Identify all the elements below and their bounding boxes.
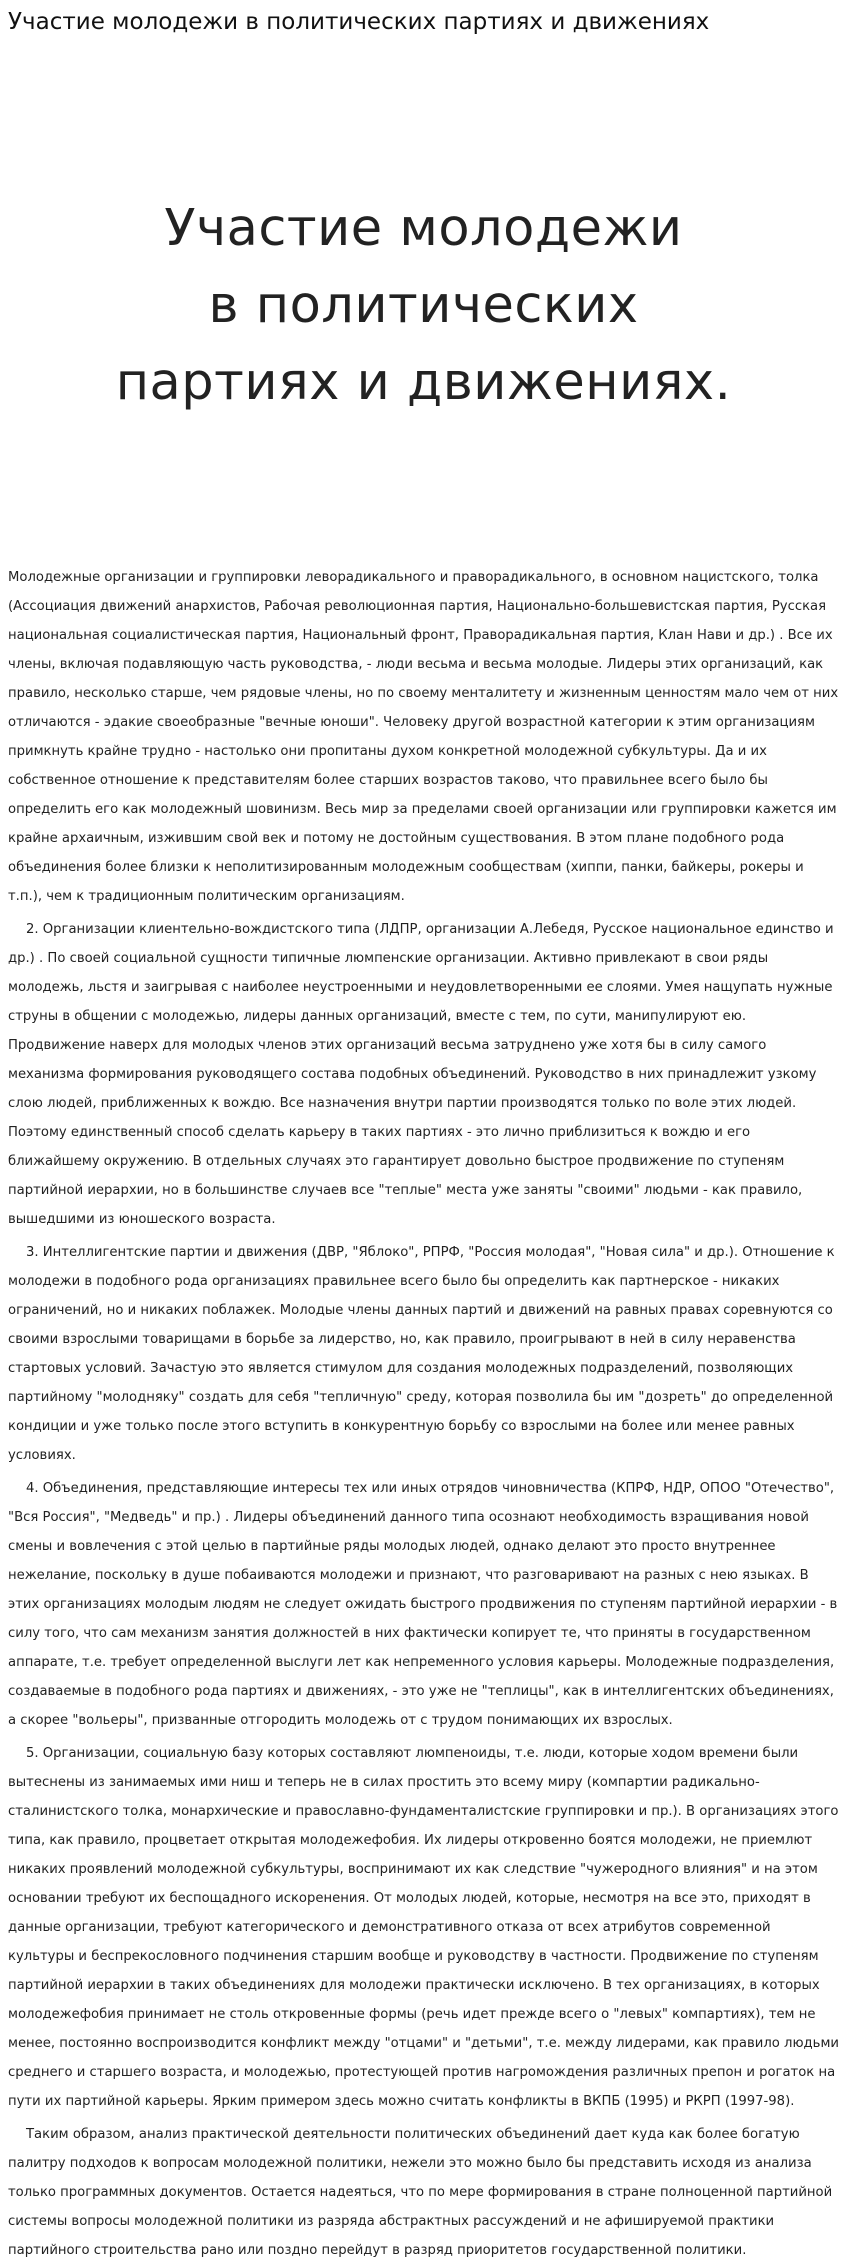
paragraph-bureaucracy-associations: 4. Объединения, представляющие интересы тех или иных отрядов чиновничества (КПРФ, НДР, ОПОО "Отечество", "Вся Россия", "Медведь" и пр.) . Лидеры объединений данного типа осознают необходимость взращивания новой смены и вовлечения с этой целью в партийные ряды молодых людей, однако делают это просто внутреннее нежелание, поскольку в душе побаиваются молодежи и признают, что разговаривают на разных с нею языках. В этих организациях молодым людям не следует ожидать быстрого продвижения по ступеням партийной иерархии - в силу того, что сам механизм занятия должностей в них фактически копирует те, что приняты в государственном аппарате, т.е. требует определенной выслуги лет как непременного условия карьеры. Молодежные подразделения, создаваемые в подобного рода партиях и движениях, - это уже не "теплицы", как в интеллигентских объединениях, а скорее "вольеры", призванные отгородить молодежь от с трудом понимающих их взрослых.	[8, 1481, 838, 1728]
paragraph-lumpenoid-organizations: 5. Организации, социальную базу которых составляют люмпеноиды, т.е. люди, которые ходом времени были вытеснены из занимаемых ими ниш и теперь не в силах простить это всему миру (компартии радикально-сталинистского толка, монархические и православно-фундаменталистские группировки и пр.). В организациях этого типа, как правило, процветает открытая молодежефобия. Их лидеры откровенно боятся молодежи, не приемлют никаких проявлений молодежной субкультуры, воспринимают их как следствие "чужеродного влияния" и на этом основании требуют их беспощадного искоренения. От молодых людей, которые, несмотря на все это, приходят в данные организации, требуют категорического и демонстративного отказа от всех атрибутов современной культуры и беспрекословного подчинения старшим вообще и руководству в частности. Продвижение по ступеням партийной иерархии в таких объединениях для молодежи практически исключено. В тех организациях, в которых молодежефобия принимает не столь откровенные формы (речь идет прежде всего о "левых" компартиях), тем не менее, постоянно воспроизводится конфликт между "отцами" и "детьми", т.е. между лидерами, как правило людьми среднего и старшего возраста, и молодежью, протестующей против нагромождения различных препон и рогаток на пути их партийной карьеры. Ярким примером здесь можно считать конфликты в ВКПБ (1995) и РКРП (1997-98).	[8, 1746, 839, 2109]
page-title: Участие молодежи в политических партиях и движениях	[8, 9, 710, 35]
paragraph-youth-radical-organizations: Молодежные организации и группировки леворадикального и праворадикального, в основном нацистского, толка (Ассоциация движений анархистов, Рабочая революционная партия, Национально-большевистская партия, Русская национальная социалистическая партия, Национальный фронт, Праворадикальная партия, Клан Нави и др.) . Все их члены, включая подавляющую часть руководства, - люди весьма и весьма молодые. Лидеры этих организаций, как правило, несколько старше, чем рядовые члены, но по своему менталитету и жизненным ценностям мало чем от них отличаются - эдакие своеобразные "вечные юноши". Человеку другой возрастной категории к этим организациям примкнуть крайне трудно - настолько они пропитаны духом конкретной молодежной субкультуры. Да и их собственное отношение к представителям более старших возрастов таково, что правильнее всего было бы определить его как молодежный шовинизм. Весь мир за пределами своей организации или группировки кажется им крайне архаичным, изжившим свой век и потому не достойным существования. В этом плане подобного рода объединения более близки к неполитизированным молодежным сообществам (хиппи, панки, байкеры, рокеры и т.п.), чем к традиционным политическим организациям.	[8, 570, 839, 904]
document-heading-line-3: партиях и движениях.	[115, 353, 732, 412]
paragraph-intelligentsia-parties: 3. Интеллигентские партии и движения (ДВР, "Яблоко", РПРФ, "Россия молодая", "Новая сила" и др.). Отношение к молодежи в подобного рода организациях правильнее всего было бы определить как партнерское - никаких ограничений, но и никаких поблажек. Молодые члены данных партий и движений на равных правах соревнуются со своими взрослыми товарищами в борьбе за лидерство, но, как правило, проигрывают в ней в силу неравенства стартовых условий. Зачастую это является стимулом для создания молодежных подразделений, позволяющих партийному "молодняку" создать для себя "тепличную" среду, которая позволила бы им "дозреть" до определенной кондиции и уже только после этого вступить в конкурентную борьбу со взрослыми на более или менее равных условиях.	[8, 1245, 835, 1463]
document-heading-line-2: в политических	[208, 276, 639, 335]
document-heading-line-1: Участие молодежи	[164, 199, 683, 258]
paragraph-clientele-leader-organizations: 2. Организации клиентельно-вождистского типа (ЛДПР, организации А.Лебедя, Русское национальное единство и др.) . По своей социальной сущности типичные люмпенские организации. Активно привлекают в свои ряды молодежь, льстя и заигрывая с наиболее неустроенными и неудовлетворенными ее слоями. Умея нащупать нужные струны в общении с молодежью, лидеры данных организаций, вместе с тем, по сути, манипулируют ею. Продвижение наверх для молодых членов этих организаций весьма затруднено уже хотя бы в силу самого механизма формирования руководящего состава подобных объединений. Руководство в них принадлежит узкому слою людей, приближенных к вождю. Все назначения внутри партии производятся только по воле этих людей. Поэтому единственный способ сделать карьеру в таких партиях - это лично приблизиться к вождю и его ближайшему окружению. В отдельных случаях это гарантирует довольно быстрое продвижение по ступеням партийной иерархии, но в большинстве случаев все "теплые" места уже заняты "своими" людьми - как правило, вышедшими из юношеского возраста.	[8, 922, 834, 1227]
document-heading	[8, 190, 839, 421]
paragraph-conclusion: Таким образом, анализ практической деятельности политических объединений дает куда как более богатую палитру подходов к вопросам молодежной политики, нежели это можно было бы представить исходя из анализа только программных документов. Остается надеяться, что по мере формирования в стране полноценной партийной системы вопросы молодежной политики из разряда абстрактных рассуждений и не афишируемой практики партийного строительства рано или поздно перейдут в разряд приоритетов государственной политики.	[8, 2127, 833, 2258]
document-body	[8, 563, 839, 2265]
